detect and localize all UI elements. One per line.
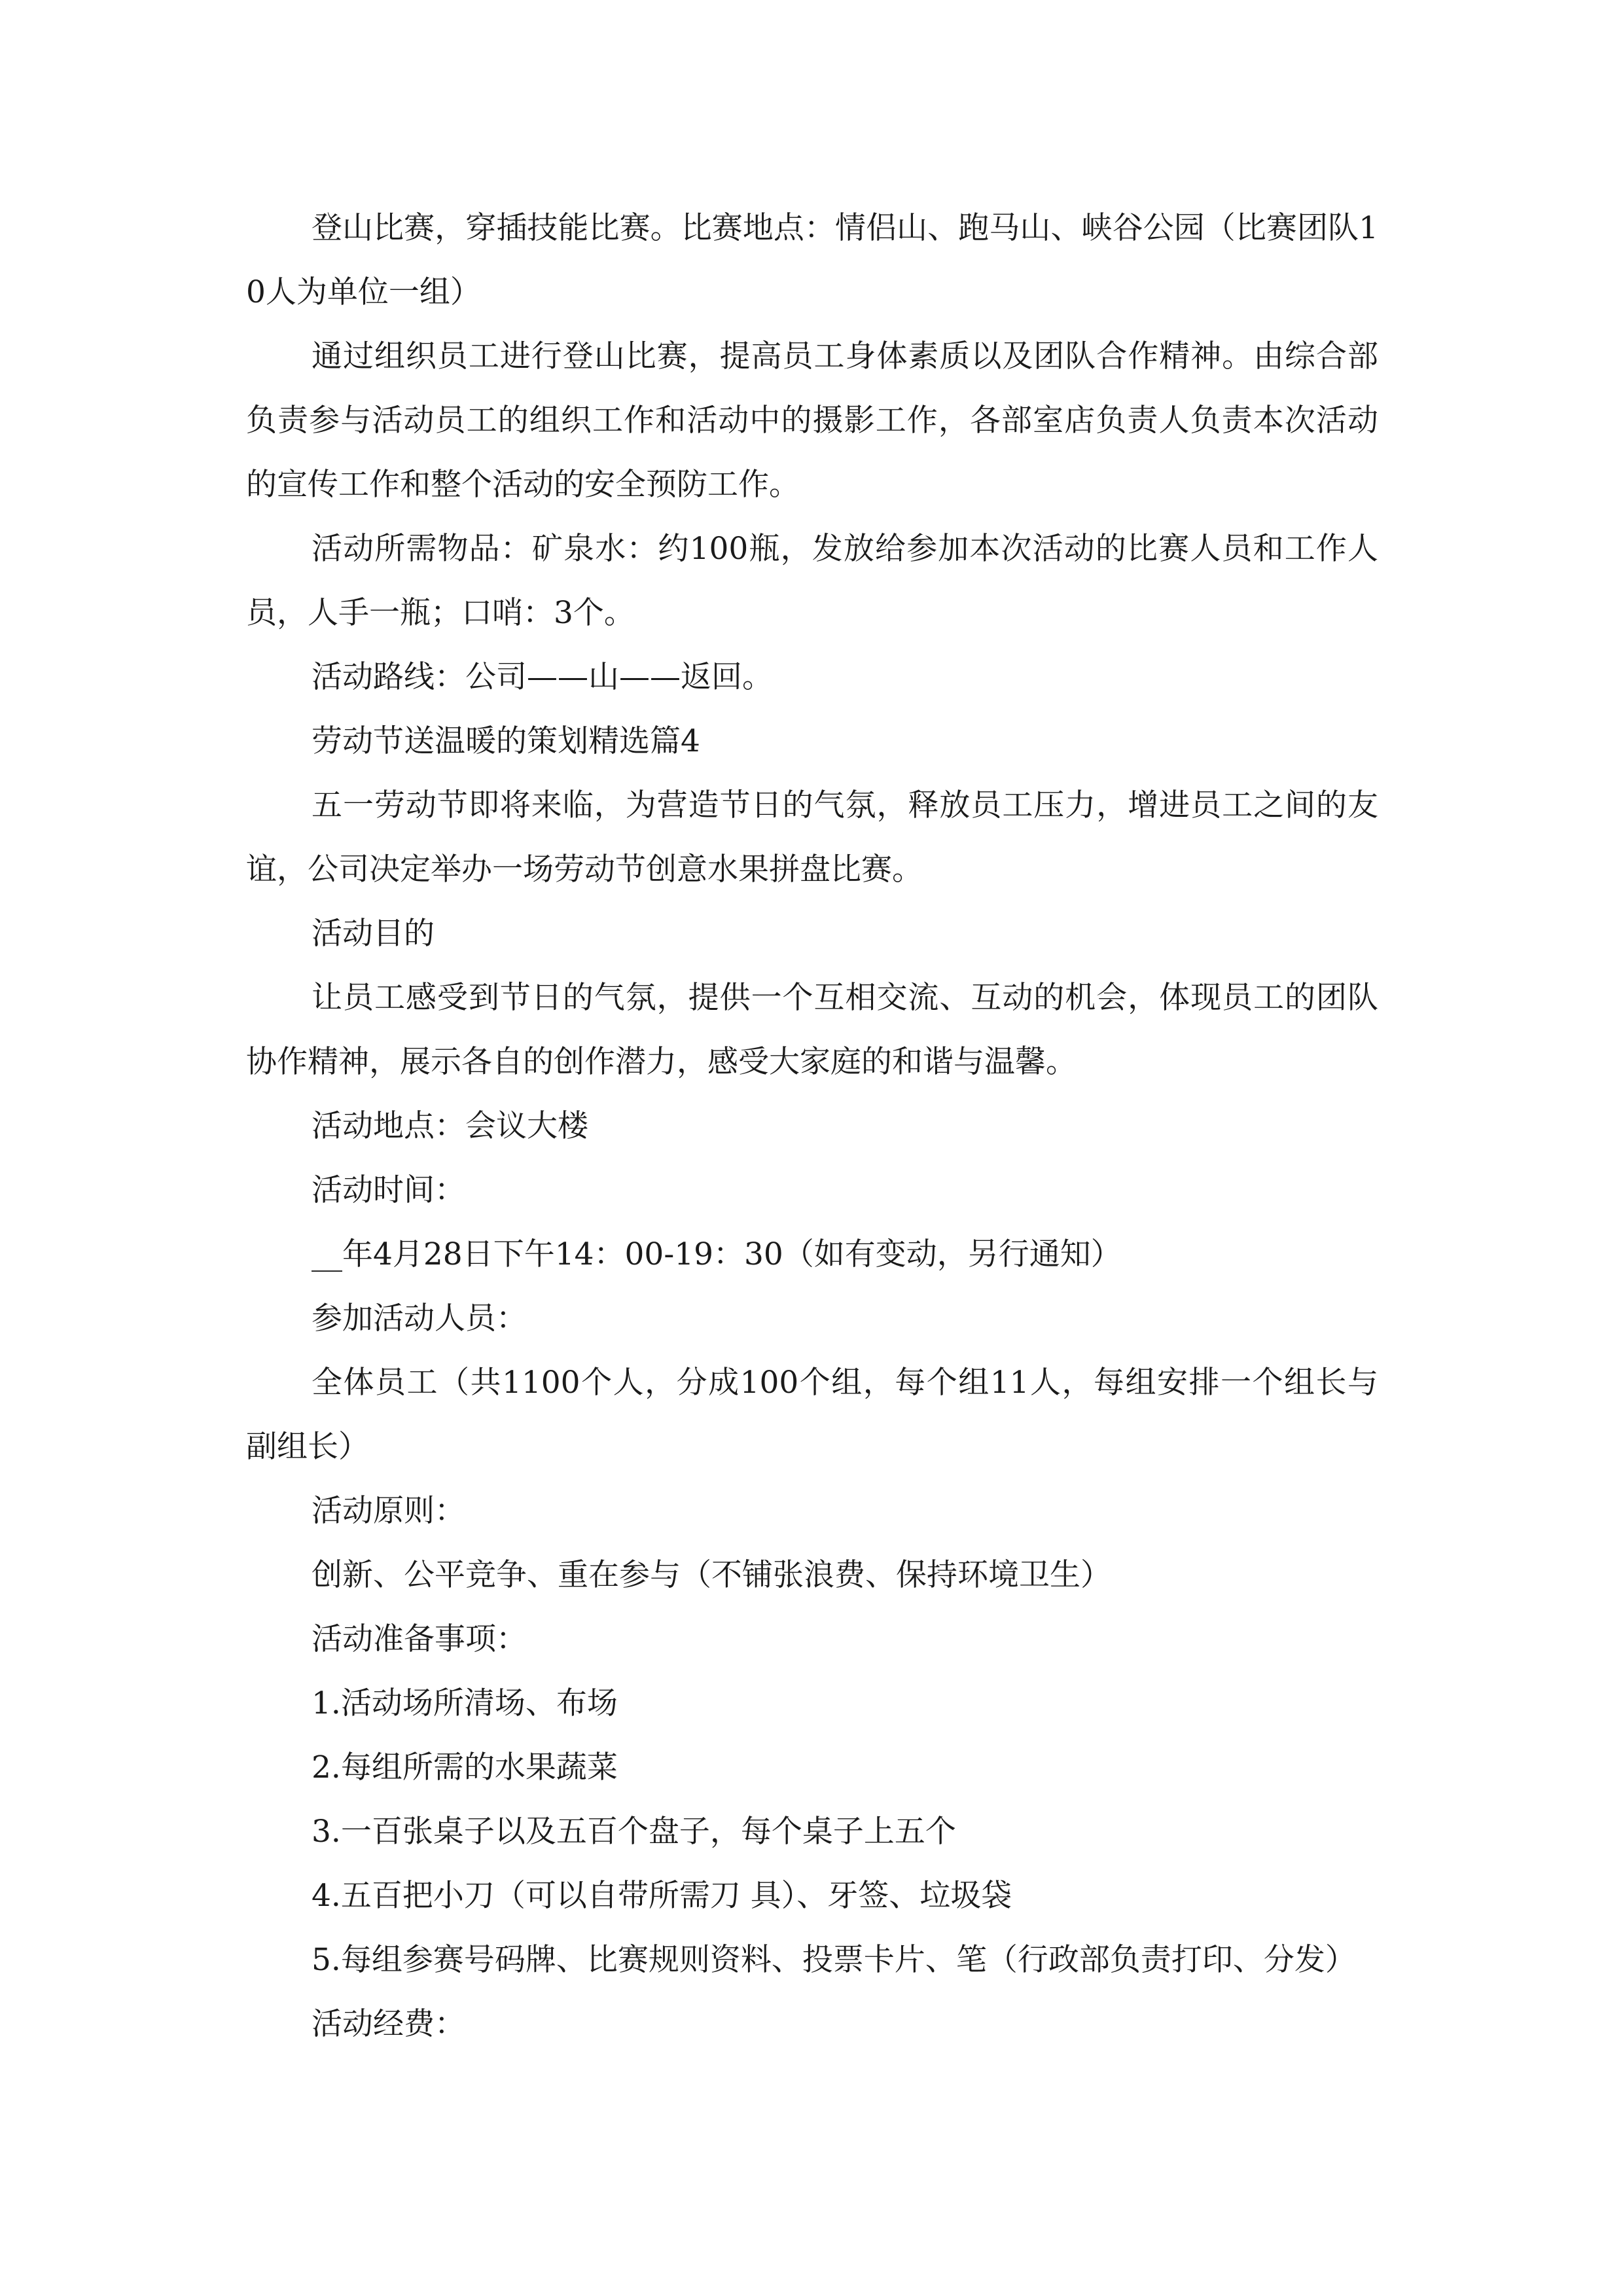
heading-purpose: 活动目的	[312, 916, 435, 952]
paragraph-location: 活动地点：会议大楼	[312, 1108, 588, 1144]
list-item: 1.活动场所清场、布场	[312, 1685, 618, 1721]
paragraph-intro: 五一劳动节即将来临，为营造节日的气氛，释放员工压力，增进员工之间的友谊，公司决定举办一场劳动节创意水果拼盘比赛。	[246, 787, 1378, 888]
list-item: 5.每组参赛号码牌、比赛规则资料、投票卡片、笔（行政部负责打印、分发）	[312, 1942, 1356, 1978]
list-item: 3.一百张桌子以及五百个盘子，每个桌子上五个	[312, 1814, 956, 1850]
section-heading: 劳动节送温暖的策划精选篇4	[312, 723, 700, 759]
heading-budget: 活动经费：	[312, 2006, 465, 2042]
heading-time: 活动时间：	[312, 1172, 465, 1208]
paragraph-time: __年4月28日下午14：00-19：30（如有变动，另行通知）	[312, 1236, 1122, 1272]
paragraph-organization: 通过组织员工进行登山比赛，提高员工身体素质以及团队合作精神。由综合部负责参与活动员工的组织工作和活动中的摄影工作，各部室店负责人负责本次活动的宣传工作和整个活动的安全预防工作。	[246, 338, 1378, 503]
heading-participants: 参加活动人员：	[312, 1300, 527, 1336]
paragraph-participants: 全体员工（共1100个人，分成100个组，每个组11人，每组安排一个组长与副组长）	[246, 1365, 1378, 1465]
heading-principles: 活动原则：	[312, 1493, 465, 1529]
paragraph-climbing-contest: 登山比赛，穿插技能比赛。比赛地点：情侣山、跑马山、峡谷公园（比赛团队10人为单位一组）	[246, 210, 1378, 310]
paragraph-purpose: 让员工感受到节日的气氛，提供一个互相交流、互动的机会，体现员工的团队协作精神，展示各自的创作潜力，感受大家庭的和谐与温馨。	[246, 980, 1378, 1080]
heading-preparation: 活动准备事项：	[312, 1621, 527, 1657]
paragraph-route: 活动路线：公司——山——返回。	[312, 659, 773, 695]
list-item: 2.每组所需的水果蔬菜	[312, 1749, 618, 1785]
list-item: 4.五百把小刀（可以自带所需刀 具）、牙签、垃圾袋	[312, 1878, 1012, 1914]
paragraph-principles: 创新、公平竞争、重在参与（不铺张浪费、保持环境卫生）	[312, 1557, 1111, 1593]
document-body	[246, 196, 1378, 2056]
paragraph-supplies: 活动所需物品：矿泉水：约100瓶，发放给参加本次活动的比赛人员和工作人员，人手一瓶；口哨：3个。	[246, 531, 1378, 631]
